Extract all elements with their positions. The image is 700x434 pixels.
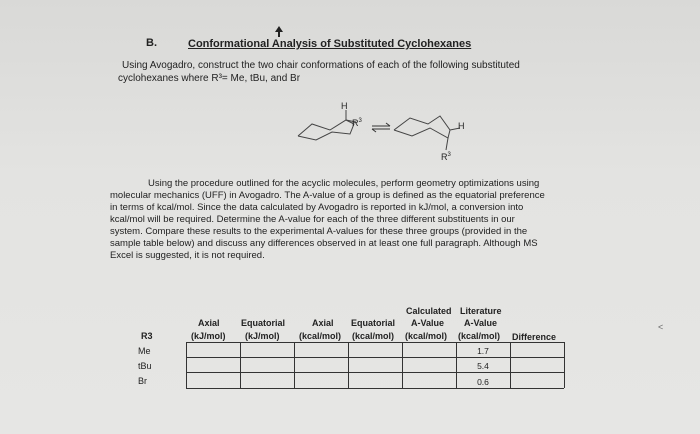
header-axial-kj: Axial	[198, 318, 220, 328]
header-calculated: Calculated	[406, 306, 452, 316]
literature-value-br: 0.6	[477, 377, 489, 387]
right-chair-top	[394, 116, 450, 130]
header-kcal-4: (kcal/mol)	[458, 331, 501, 341]
diagram-r3-bottom: $R^3$	[441, 152, 451, 162]
row-label-br: Br	[138, 376, 147, 386]
right-chair-bottom	[394, 128, 450, 138]
header-avalue-lit: A-Value	[464, 318, 498, 328]
cursor-icon	[275, 26, 285, 38]
left-chair-bottom	[298, 124, 354, 140]
intro-line-2: cyclohexanes where R³= Me, tBu, and Br	[118, 73, 301, 84]
header-r3: R3	[141, 331, 153, 341]
paragraph-line-5: system. Compare these results to the experimental A-values for these three groups (provided in the	[110, 226, 528, 237]
diagram-h-top: H	[341, 101, 348, 111]
literature-value-me: 1.7	[477, 346, 489, 356]
header-equatorial-kcal: Equatorial	[351, 318, 396, 328]
row-label-tbu: tBu	[138, 361, 152, 371]
paragraph-line-3: in terms of kcal/mol. Since the data calculated by Avogadro is reported in kJ/mol, a conversion into	[110, 202, 524, 213]
header-kcal-2: (kcal/mol)	[352, 331, 395, 341]
header-kj-1: (kJ/mol)	[191, 331, 226, 341]
paragraph-line-7: Excel is suggested, it is not required.	[110, 250, 265, 261]
header-literature: Literature	[460, 306, 502, 316]
section-letter: B.	[146, 37, 157, 49]
paragraph-line-2: molecular mechanics (UFF) in Avogadro. The A-value of a group is defined as the equatorial preference	[110, 190, 545, 201]
header-kcal-3: (kcal/mol)	[405, 331, 448, 341]
literature-value-tbu: 5.4	[477, 361, 489, 371]
header-equatorial-kj: Equatorial	[241, 318, 286, 328]
diagram-h-right: H	[458, 121, 465, 131]
header-axial-kcal: Axial	[312, 318, 334, 328]
header-difference: Difference	[512, 332, 557, 342]
header-kcal-1: (kcal/mol)	[299, 331, 342, 341]
margin-mark: <	[658, 322, 664, 332]
paragraph-line-1: Using the procedure outlined for the acyclic molecules, perform geometry optimizations using	[148, 178, 540, 189]
paragraph-line-6: sample table below) and discuss any differences observed in at least one full paragraph. Although MS	[110, 238, 538, 249]
axial-bond-r3	[446, 138, 448, 150]
row-label-me: Me	[138, 346, 151, 356]
paragraph-line-4: kcal/mol will be required. Determine the A-value for each of the three different substituents in our	[110, 214, 515, 225]
intro-line-1: Using Avogadro, construct the two chair conformations of each of the following substituted	[122, 60, 520, 71]
section-title: Conformational Analysis of Substituted Cyclohexanes	[188, 38, 472, 50]
chair-conformation-diagram	[290, 98, 490, 168]
header-kj-2: (kJ/mol)	[245, 331, 280, 341]
header-avalue-calc: A-Value	[411, 318, 445, 328]
diagram-r3-top: $R^3$	[352, 118, 362, 128]
